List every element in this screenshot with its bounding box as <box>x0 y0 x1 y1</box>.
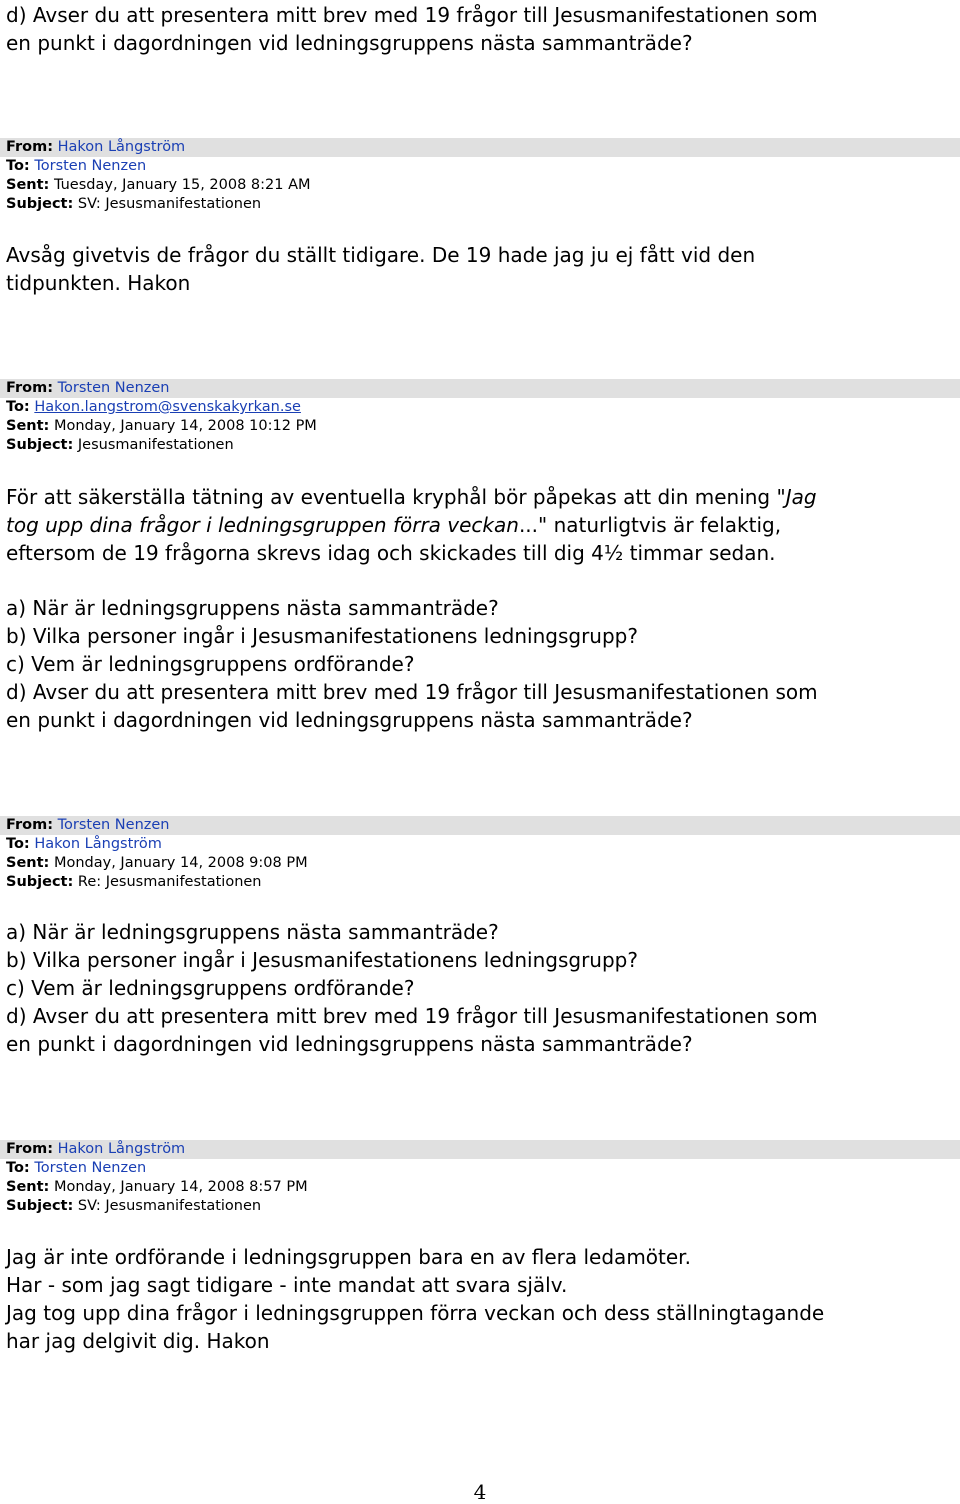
subject-row <box>0 1197 960 1216</box>
to-row <box>0 1159 960 1178</box>
question-line: b) Vilka personer ingår i Jesusmanifestationens ledningsgrupp? <box>6 948 638 972</box>
sent-label: Sent: <box>6 418 50 434</box>
sent-row <box>0 1178 960 1197</box>
to-link[interactable]: Hakon Långström <box>34 836 162 852</box>
text-line: eftersom de 19 frågorna skrevs idag och skickades till dig 4½ timmar sedan. <box>6 541 776 565</box>
question-line: a) När är ledningsgruppens nästa sammanträde? <box>6 920 499 944</box>
text-line: Jag tog upp dina frågor i ledningsgruppen förra veckan och dess ställningtagande <box>6 1301 825 1325</box>
from-row <box>0 138 960 157</box>
from-link[interactable]: Hakon Långström <box>57 1141 186 1157</box>
sent-row <box>0 417 960 436</box>
sent-value: Monday, January 14, 2008 10:12 PM <box>53 418 317 434</box>
from-row <box>0 379 960 398</box>
to-link[interactable]: Torsten Nenzen <box>34 1160 147 1176</box>
subject-row <box>0 873 960 892</box>
text-line: har jag delgivit dig. Hakon <box>6 1329 270 1353</box>
text-line <box>6 483 954 511</box>
to-label: To: <box>6 399 30 415</box>
to-label: To: <box>6 1160 30 1176</box>
question-line: en punkt i dagordningen vid ledningsgruppens nästa sammanträde? <box>6 1032 693 1056</box>
to-label: To: <box>6 158 30 174</box>
email-header <box>0 379 960 455</box>
sent-label: Sent: <box>6 855 50 871</box>
sent-value: Monday, January 14, 2008 8:57 PM <box>53 1179 308 1195</box>
subject-row <box>0 195 960 214</box>
email-header <box>0 138 960 214</box>
sent-row <box>0 854 960 873</box>
from-link[interactable]: Hakon Långström <box>57 139 186 155</box>
from-link[interactable]: Torsten Nenzen <box>57 380 170 396</box>
question-line: b) Vilka personer ingår i Jesusmanifestationens ledningsgrupp? <box>6 624 638 648</box>
email-body <box>6 241 954 297</box>
to-row <box>0 157 960 176</box>
to-email-link[interactable]: Hakon.langstrom@svenskakyrkan.se <box>34 399 301 415</box>
from-label: From: <box>6 1141 53 1157</box>
to-label: To: <box>6 836 30 852</box>
to-row <box>0 398 960 417</box>
subject-label: Subject: <box>6 1198 74 1214</box>
text-line: Avsåg givetvis de frågor du ställt tidigare. De 19 hade jag ju ej fått vid den <box>6 243 756 267</box>
subject-value: SV: Jesusmanifestationen <box>77 1198 262 1214</box>
text-line: Jag är inte ordförande i ledningsgruppen bara en av flera ledamöter. <box>6 1245 691 1269</box>
subject-label: Subject: <box>6 874 74 890</box>
email-header <box>0 816 960 892</box>
sent-row <box>0 176 960 195</box>
from-link[interactable]: Torsten Nenzen <box>57 817 170 833</box>
text-line: d) Avser du att presentera mitt brev med 19 frågor till Jesusmanifestationen som <box>6 3 818 27</box>
email-body <box>6 1243 954 1355</box>
to-row <box>0 835 960 854</box>
question-line: d) Avser du att presentera mitt brev med 19 frågor till Jesusmanifestationen som <box>6 1004 818 1028</box>
from-row <box>0 816 960 835</box>
subject-row <box>0 436 960 455</box>
email-header <box>0 1140 960 1216</box>
question-line: c) Vem är ledningsgruppens ordförande? <box>6 652 415 676</box>
subject-value: Re: Jesusmanifestationen <box>77 874 262 890</box>
top-continuation-text <box>6 1 954 57</box>
question-line: a) När är ledningsgruppens nästa sammanträde? <box>6 596 499 620</box>
subject-label: Subject: <box>6 196 74 212</box>
from-label: From: <box>6 380 53 396</box>
from-row <box>0 1140 960 1159</box>
text-span: För att säkerställa tätning av eventuella kryphål bör påpekas att din mening " <box>6 485 786 509</box>
subject-value: Jesusmanifestationen <box>77 437 234 453</box>
sent-label: Sent: <box>6 1179 50 1195</box>
from-label: From: <box>6 139 53 155</box>
question-line: d) Avser du att presentera mitt brev med 19 frågor till Jesusmanifestationen som <box>6 680 818 704</box>
question-line: en punkt i dagordningen vid ledningsgruppens nästa sammanträde? <box>6 708 693 732</box>
quoted-text: tog upp dina frågor i ledningsgruppen förra veckan <box>6 513 519 537</box>
sent-label: Sent: <box>6 177 50 193</box>
sent-value: Monday, January 14, 2008 9:08 PM <box>53 855 308 871</box>
to-link[interactable]: Torsten Nenzen <box>34 158 147 174</box>
text-line: tidpunkten. Hakon <box>6 271 191 295</box>
quoted-text: Jag <box>785 485 817 509</box>
email-body <box>6 483 954 567</box>
subject-label: Subject: <box>6 437 74 453</box>
text-line: en punkt i dagordningen vid ledningsgruppens nästa sammanträde? <box>6 31 693 55</box>
question-list <box>6 594 954 734</box>
text-span: ..." naturligtvis är felaktig, <box>518 513 782 537</box>
subject-value: SV: Jesusmanifestationen <box>77 196 262 212</box>
text-line: Har - som jag sagt tidigare - inte mandat att svara själv. <box>6 1273 568 1297</box>
page-number: 4 <box>473 1480 487 1504</box>
question-line: c) Vem är ledningsgruppens ordförande? <box>6 976 415 1000</box>
text-line <box>6 511 954 539</box>
sent-value: Tuesday, January 15, 2008 8:21 AM <box>53 177 311 193</box>
email-body <box>6 918 954 1058</box>
from-label: From: <box>6 817 53 833</box>
